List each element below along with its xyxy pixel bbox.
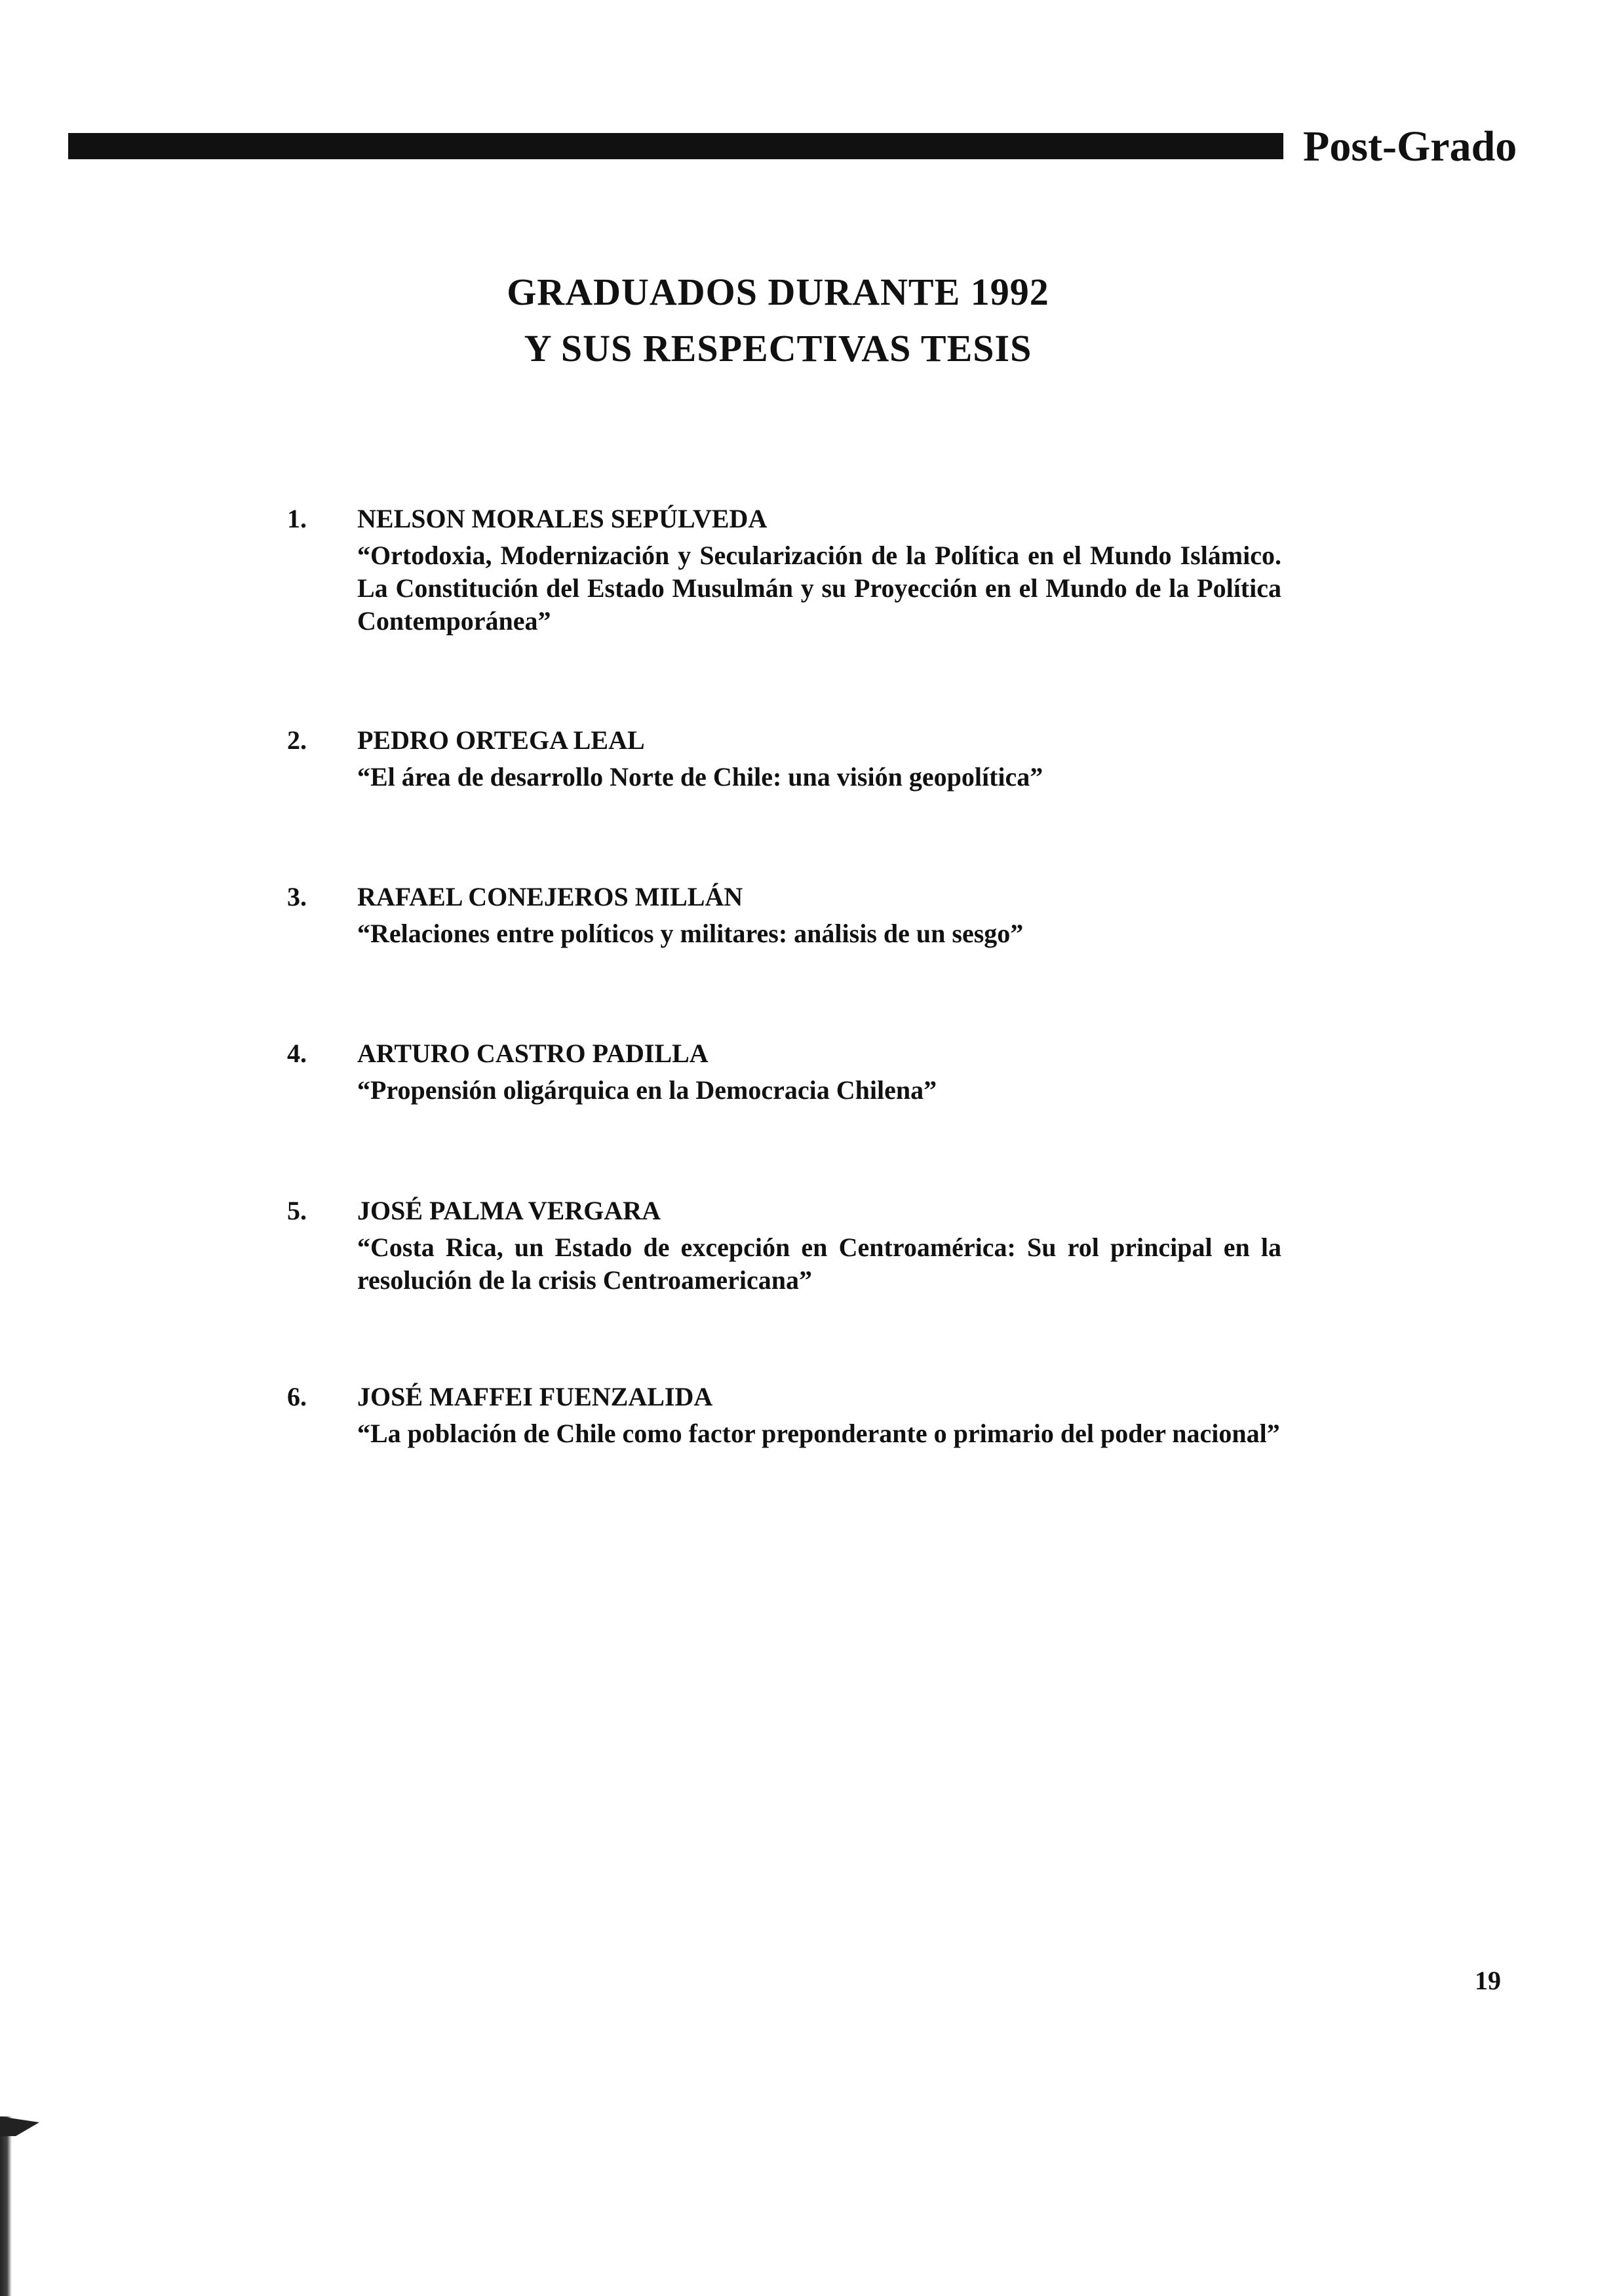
thesis-title: “Costa Rica, un Estado de excepción en Centroamérica: Su rol principal en la resolución de la crisis Centroamericana” bbox=[357, 1233, 1281, 1295]
graduate-name: RAFAEL CONEJEROS MILLÁN bbox=[357, 882, 743, 911]
scan-edge-mark-top bbox=[0, 2116, 39, 2136]
entry-number: 5. bbox=[287, 1196, 307, 1225]
graduate-name: JOSÉ PALMA VERGARA bbox=[357, 1196, 661, 1225]
graduate-name: PEDRO ORTEGA LEAL bbox=[357, 725, 645, 755]
graduate-name: JOSÉ MAFFEI FUENZALIDA bbox=[357, 1382, 713, 1411]
entry-number: 1. bbox=[287, 504, 307, 533]
header-rule bbox=[68, 133, 1283, 159]
thesis-title: “Propensión oligárquica en la Democracia Chilena” bbox=[357, 1075, 937, 1105]
entry-number: 2. bbox=[287, 725, 307, 755]
thesis-title: “Ortodoxia, Modernización y Secularización de la Política en el Mundo Islámico. La Constitución del Estado Musulmán y su Proyección en el Mundo de la Política Contemporánea” bbox=[357, 541, 1281, 636]
entry-number: 3. bbox=[287, 882, 307, 911]
entry-number: 6. bbox=[287, 1382, 307, 1411]
graduate-name: ARTURO CASTRO PADILLA bbox=[357, 1039, 709, 1068]
page-number: 19 bbox=[1475, 1966, 1501, 1995]
graduate-name: NELSON MORALES SEPÚLVEDA bbox=[357, 504, 768, 533]
thesis-title: “Relaciones entre políticos y militares: análisis de un sesgo” bbox=[357, 919, 1024, 948]
entry-number: 4. bbox=[287, 1039, 307, 1068]
scan-edge-mark bbox=[0, 2116, 12, 2296]
section-label: Post-Grado bbox=[1303, 123, 1517, 170]
page-title-line-2: Y SUS RESPECTIVAS TESIS bbox=[524, 327, 1032, 370]
thesis-title: “El área de desarrollo Norte de Chile: una visión geopolítica” bbox=[357, 762, 1043, 792]
thesis-title: “La población de Chile como factor preponderante o primario del poder nacional” bbox=[357, 1419, 1280, 1448]
page-title-line-1: GRADUADOS DURANTE 1992 bbox=[507, 271, 1049, 313]
